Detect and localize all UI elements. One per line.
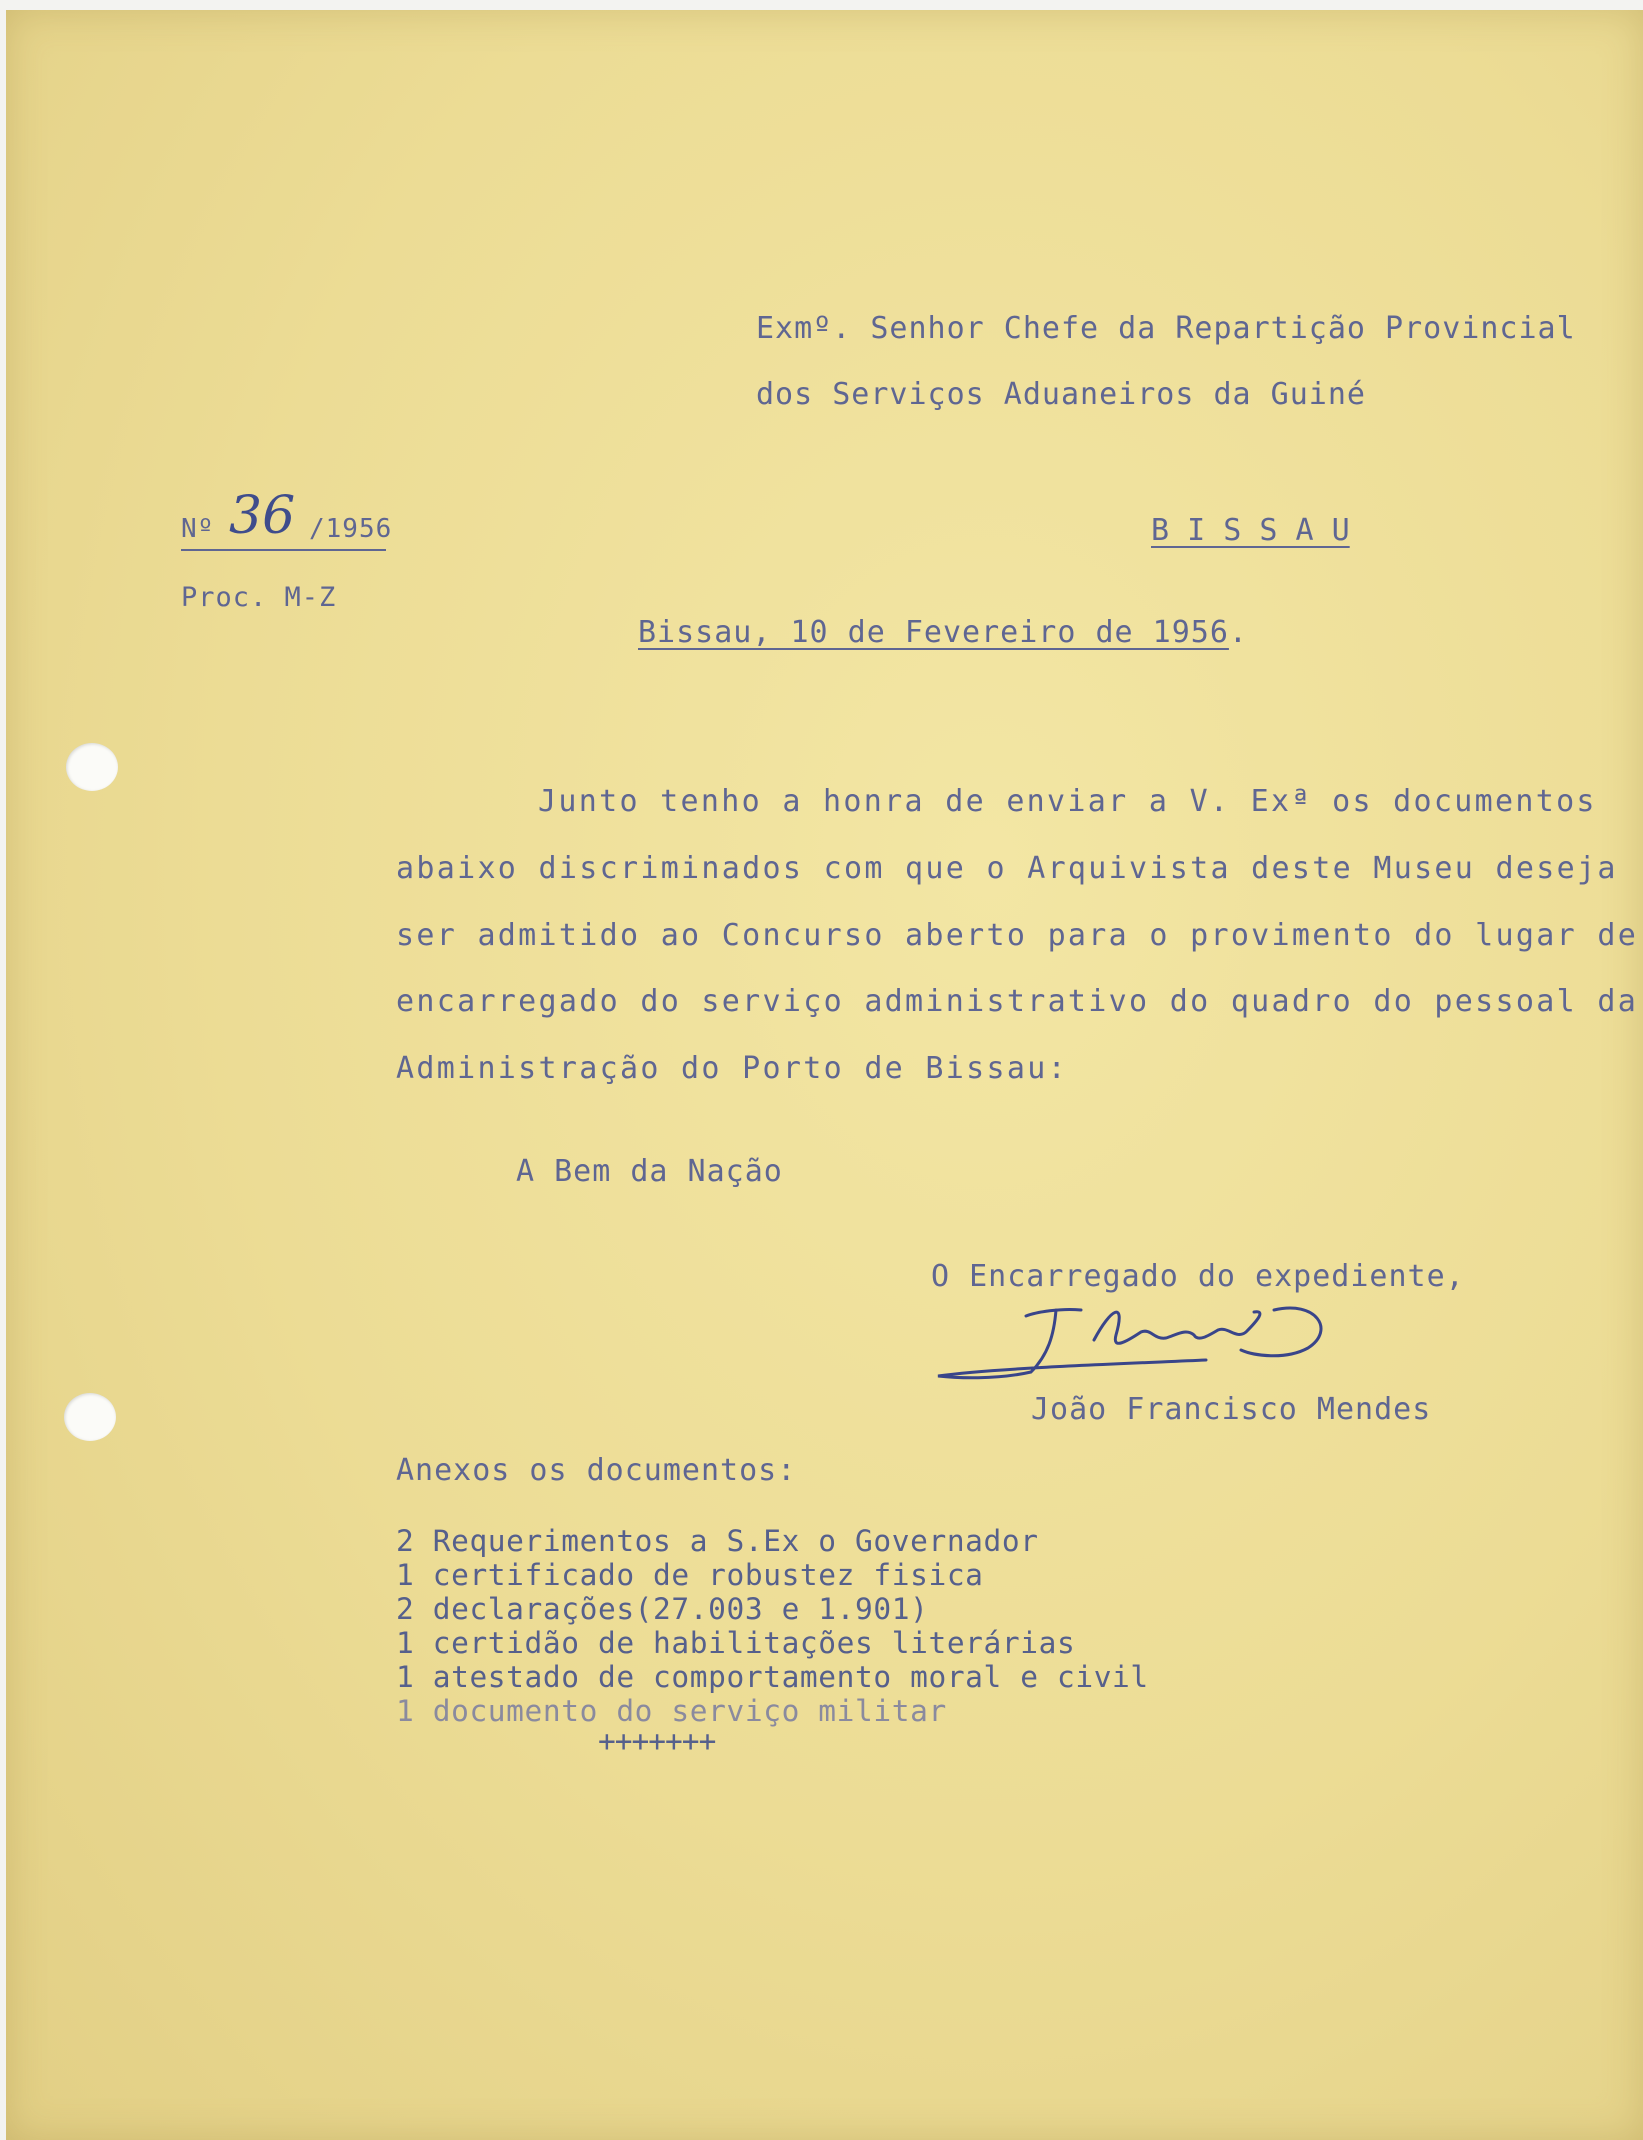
body-line-3: ser admitido ao Concurso aberto para o provimento do lugar de — [396, 918, 1639, 953]
body-line-2: abaixo discriminados com que o Arquivista deste Museu deseja — [396, 851, 1618, 886]
reference-year: /1956 — [309, 514, 393, 544]
signatory-name: João Francisco Mendes — [1031, 1392, 1432, 1427]
annexes-heading: Anexos os documentos: — [396, 1453, 797, 1488]
reference-underline — [181, 549, 386, 551]
annex-item-4: 1 certidão de habilitações literárias — [396, 1626, 1076, 1660]
document-page — [6, 10, 1643, 2140]
annex-item-6: 1 documento do serviço militar — [396, 1694, 947, 1728]
closing-salutation: A Bem da Nação — [516, 1154, 783, 1189]
punch-hole-bottom — [64, 1393, 116, 1441]
date-text: Bissau, 10 de Fevereiro de 1956 — [638, 615, 1229, 650]
addressee-line-1: Exmº. Senhor Chefe da Repartição Provincial — [756, 311, 1576, 346]
date-period: . — [1228, 615, 1248, 650]
annex-item-5: 1 atestado de comportamento moral e civil — [396, 1660, 1149, 1694]
handwritten-signature — [936, 1280, 1456, 1390]
body-line-1: Junto tenho a honra de enviar a V. Exª os documentos — [538, 784, 1597, 819]
addressee-city: B I S S A U — [1151, 513, 1350, 548]
signatory-title: O Encarregado do expediente, — [931, 1259, 1465, 1294]
addressee-line-2: dos Serviços Aduaneiros da Guiné — [756, 377, 1366, 412]
body-line-4: encarregado do serviço administrativo do quadro do pessoal da — [396, 984, 1639, 1019]
annex-item-2: 1 certificado de robustez fisica — [396, 1558, 984, 1592]
body-line-5: Administração do Porto de Bissau: — [396, 1051, 1068, 1086]
reference-handwritten-number: 36 — [229, 486, 296, 546]
date-line — [638, 615, 1248, 650]
punch-hole-top — [66, 743, 118, 791]
reference-number — [181, 486, 401, 546]
process-code: Proc. M-Z — [181, 582, 337, 613]
reference-prefix: Nº — [181, 514, 215, 544]
annex-item-1: 2 Requerimentos a S.Ex o Governador — [396, 1524, 1039, 1558]
annexes-end-mark: +++++++ — [598, 1724, 716, 1758]
annex-item-3: 2 declarações(27.003 e 1.901) — [396, 1592, 929, 1626]
